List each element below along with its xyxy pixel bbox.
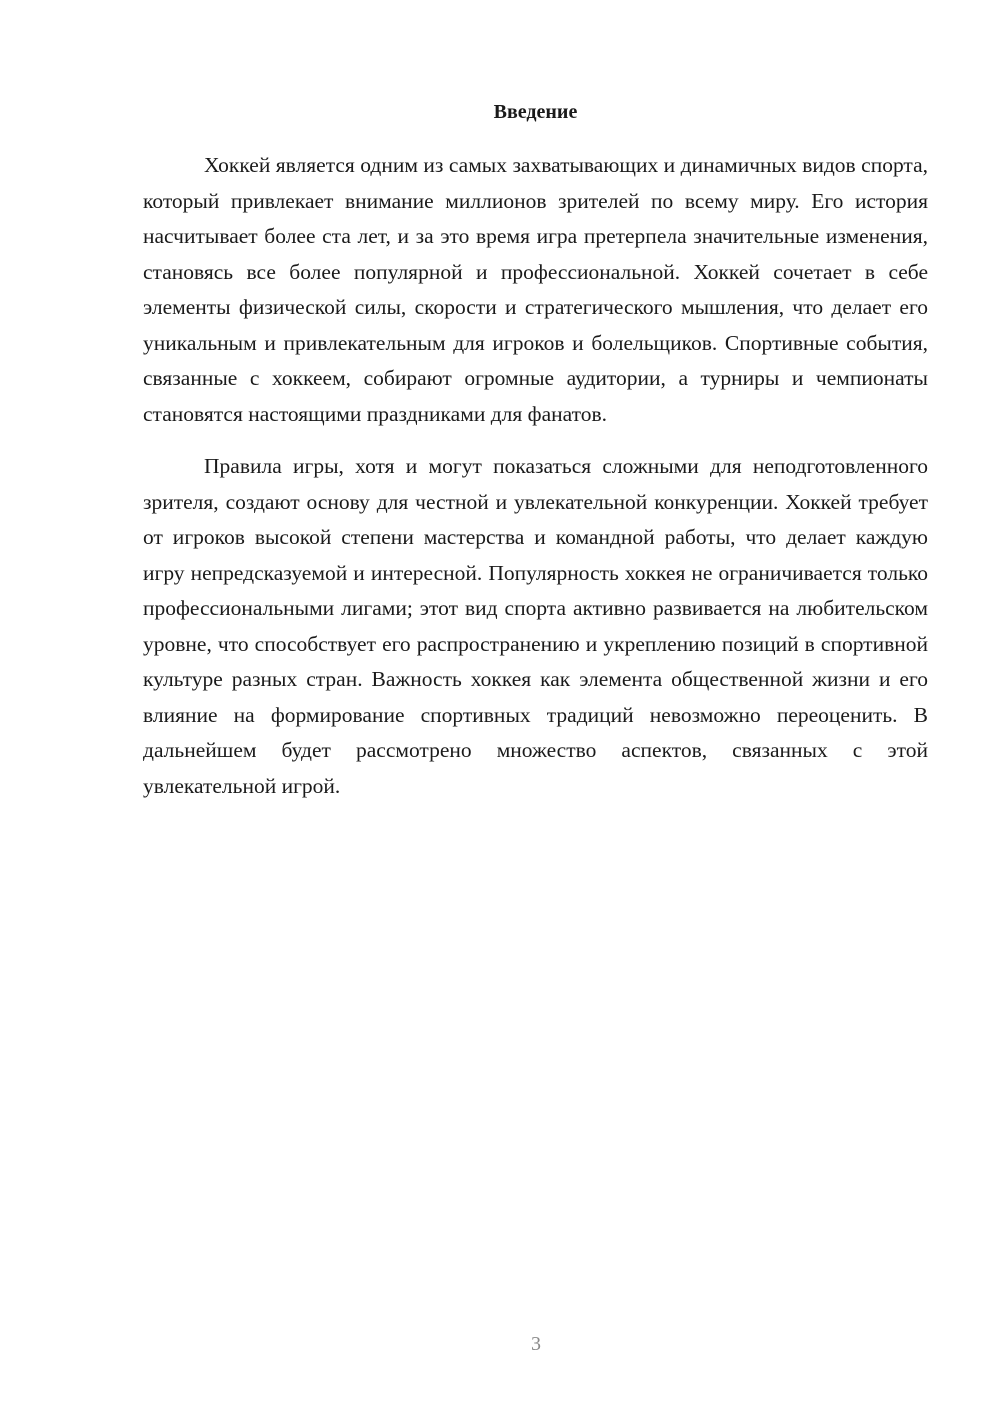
paragraph-2: Правила игры, хотя и могут показаться сложными для неподготовленного зрителя, создают основу для честной и увлекательной конкуренции. Хоккей требует от игроков высокой степени мастерства и командной работы, что делает каждую игру непредсказуемой и интересной. Популярность хоккея не ограничивается только профессиональными лигами; этот вид спорта активно развивается на любительском уровне, что способствует его распространению и укреплению позиций в спортивной культуре разных стран. Важность хоккея как элемента общественной жизни и его влияние на формирование спортивных традиций невозможно переоценить. В дальнейшем будет рассмотрено множество аспектов, связанных с этой увлекательной игрой. (143, 454, 928, 798)
paragraph-1: Хоккей является одним из самых захватывающих и динамичных видов спорта, который привлекает внимание миллионов зрителей по всему миру. Его история насчитывает более ста лет, и за это время игра претерпела значительные изменения, становясь все более популярной и профессиональной. Хоккей сочетает в себе элементы физической силы, скорости и стратегического мышления, что делает его уникальным и привлекательным для игроков и болельщиков. Спортивные события, связанные с хоккеем, собирают огромные аудитории, а турниры и чемпионаты становятся настоящими праздниками для фанатов. (143, 153, 928, 426)
section-heading: Введение (493, 101, 578, 123)
page-content (143, 98, 928, 821)
page-number: 3 (531, 1333, 541, 1355)
